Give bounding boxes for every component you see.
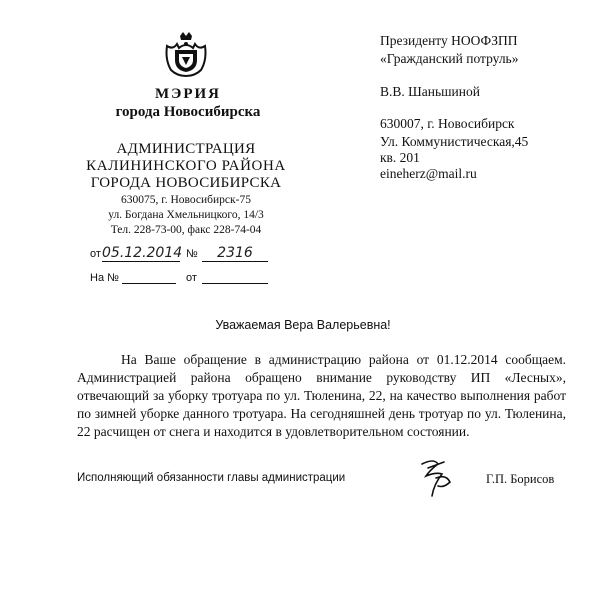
recipient-line: Президенту НООФЗПП [380,33,518,48]
sender-address-line: 630075, г. Новосибирск-75 [121,194,251,206]
incoming-number-label: На № [90,272,119,284]
incoming-date-blank [202,283,268,284]
coat-of-arms-icon [163,30,209,78]
incoming-number-blank [122,283,176,284]
signer-name: Г.П. Борисов [486,472,555,486]
outgoing-reference [90,244,276,264]
recipient-email: eineherz@mail.ru [380,166,477,181]
mayor-title: МЭРИЯ [155,86,221,102]
recipient-address-line: кв. 201 [380,150,420,165]
handwritten-signature-icon [416,456,456,500]
signer-position: Исполняющий обязанности главы администрации [77,472,346,484]
salutation: Уважаемая Вера Валерьевна! [215,318,391,332]
sender-phone-line: Тел. 228-73-00, факс 228-74-04 [110,224,262,236]
admin-name-line: ГОРОДА НОВОСИБИРСКА [90,175,282,191]
admin-name-line: КАЛИНИНСКОГО РАЙОНА [86,158,286,174]
recipient-name: В.В. Шаньшиной [380,84,480,99]
body-paragraph: На Ваше обращение в администрацию района от 01.12.2014 сообщаем. Администрацией района обращено внимание руководству ИП «Лесных», отвечающий за уборку тротуара по ул. Тюленина, 22, на качество выполнения работ по зимней уборке данного тротуара. На сегодняшней день тротуар по ул. Тюленина, 22 расчищен от снега и находится в удовлетворительном состоянии. [77,352,566,439]
mayor-city: города Новосибирска [115,104,261,120]
incoming-reference [90,272,276,290]
letter-body [77,351,566,441]
sender-address-line: ул. Богдана Хмельницкого, 14/3 [108,209,264,221]
outgoing-date: 05.12.2014 [102,245,183,261]
incoming-date-label: от [186,272,197,284]
outgoing-number-label: № [186,248,198,260]
outgoing-date-label: от [90,248,101,260]
recipient-address-line: Ул. Коммунистическая,45 [380,134,529,149]
admin-name-line: АДМИНИСТРАЦИЯ [116,141,256,157]
recipient-line: «Гражданский потруль» [380,51,519,66]
outgoing-number: 2316 [202,245,268,262]
recipient-address-line: 630007, г. Новосибирск [380,116,515,131]
